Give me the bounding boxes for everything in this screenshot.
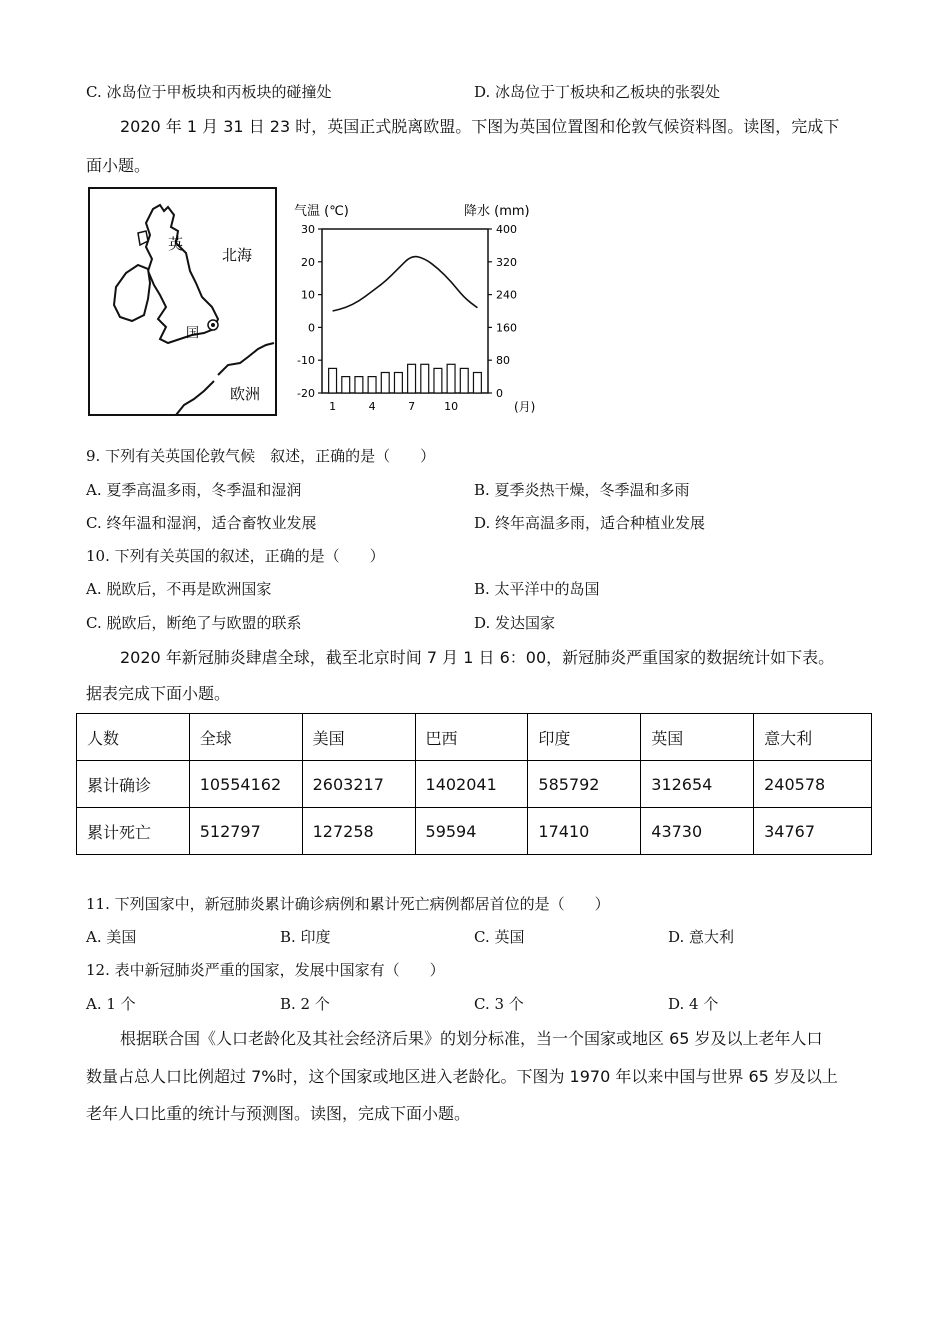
aging-intro-line2: 数量占总人口比例超过 7%时，这个国家或地区进入老龄化。下图为 1970 年以来中国与世界 65 岁及以上 [86,1067,838,1086]
precip-bar [434,368,442,393]
map-label-guo: 国 [186,326,200,341]
temp-axis-title: 气温 (℃) [294,204,349,219]
q12-option-a: A. 1 个 [86,995,136,1013]
table-cell: 43730 [641,808,754,855]
aging-intro-line1: 根据联合国《人口老龄化及其社会经济后果》的划分标准，当一个国家或地区 65 岁及以上老年人口 [120,1029,823,1048]
q10-option-a: A. 脱欧后，不再是欧洲国家 [86,580,272,598]
temp-tick-label: 20 [301,255,315,269]
table-header-cell: 美国 [302,714,415,761]
precip-tick-label: 0 [496,387,503,400]
precip-bar [342,377,350,393]
q11-option-b: B. 印度 [280,928,331,946]
table-cell: 127258 [302,808,415,855]
precip-bar [408,364,416,393]
temp-tick-label: 0 [308,321,315,335]
precip-tick-label: 160 [496,321,517,335]
precip-bar [355,377,363,393]
map-label-europe: 欧洲 [230,385,261,403]
london-climate-chart [286,197,554,419]
covid-intro-line2: 据表完成下面小题。 [86,684,231,703]
precip-tick-label: 80 [496,354,510,368]
q10-option-b: B. 太平洋中的岛国 [474,580,600,598]
map-label-north-sea: 北海 [222,246,253,264]
uk-location-map [88,187,278,417]
table-cell: 34767 [754,808,872,855]
table-cell: 10554162 [189,761,302,808]
table-cell: 2603217 [302,761,415,808]
table-cell: 512797 [189,808,302,855]
precip-tick-label: 240 [496,288,517,302]
month-tick-label: 1 [329,400,337,413]
table-header-row [77,714,872,761]
q11-option-a: A. 美国 [86,928,137,946]
precip-bar [473,373,481,394]
precip-bar [460,368,468,393]
uk-intro-line1: 2020 年 1 月 31 日 23 时，英国正式脱离欧盟。下图为英国位置图和伦敦气候资料图。读图，完成下 [120,117,840,136]
month-tick-label: 4 [368,400,376,413]
map-label-ying: 英 [168,235,184,253]
table-cell: 585792 [528,761,641,808]
precip-tick-label: 400 [496,223,517,236]
covid-data-table [76,713,872,855]
temperature-line [333,257,478,311]
table-header-cell: 巴西 [415,714,528,761]
q11-option-d: D. 意大利 [668,928,735,946]
table-header-cell: 人数 [77,714,190,761]
q10-option-c: C. 脱欧后，断绝了与欧盟的联系 [86,614,302,632]
temp-tick-label: -20 [297,387,315,400]
table-row [77,761,872,808]
precip-axis-title: 降水 (mm) [464,204,530,219]
precip-bar [329,368,337,393]
uk-intro-line2: 面小题。 [86,156,151,175]
table-header-cell: 印度 [528,714,641,761]
q12-option-b: B. 2 个 [280,995,330,1013]
table-cell: 累计确诊 [77,761,190,808]
precip-tick-label: 320 [496,255,517,269]
table-row [77,808,872,855]
table-cell: 17410 [528,808,641,855]
month-unit: (月) [514,400,536,414]
table-header-cell: 意大利 [754,714,872,761]
table-header-cell: 全球 [189,714,302,761]
temp-tick-label: 30 [301,223,315,236]
q9-option-c: C. 终年温和湿润，适合畜牧业发展 [86,514,317,532]
precip-bar [447,364,455,393]
q11-option-c: C. 英国 [474,928,525,946]
q8-option-c: C. 冰岛位于甲板块和丙板块的碰撞处 [86,83,332,101]
temp-tick-label: 10 [301,288,315,302]
covid-intro-line1: 2020 年新冠肺炎肆虐全球，截至北京时间 7 月 1 日 6：00，新冠肺炎严重国家的数据统计如下表。 [120,648,835,667]
precip-bar [421,364,429,393]
month-tick-label: 10 [444,400,459,413]
table-cell: 累计死亡 [77,808,190,855]
precip-bar [368,377,376,393]
month-tick-label: 7 [408,400,416,413]
q11-stem: 11. 下列国家中，新冠肺炎累计确诊病例和累计死亡病例都居首位的是（ ） [86,895,610,913]
table-cell: 312654 [641,761,754,808]
table-cell: 1402041 [415,761,528,808]
precip-bar [381,373,389,394]
table-cell: 240578 [754,761,872,808]
q9-option-b: B. 夏季炎热干燥，冬季温和多雨 [474,481,690,499]
q12-option-d: D. 4 个 [668,995,719,1013]
q9-stem: 9. 下列有关英国伦敦气候 叙述，正确的是（ ） [86,447,436,465]
q8-option-d: D. 冰岛位于丁板块和乙板块的张裂处 [474,83,721,101]
q12-option-c: C. 3 个 [474,995,524,1013]
table-header-cell: 英国 [641,714,754,761]
q10-stem: 10. 下列有关英国的叙述，正确的是（ ） [86,547,385,565]
aging-intro-line3: 老年人口比重的统计与预测图。读图，完成下面小题。 [86,1104,471,1123]
precip-bar [394,373,402,394]
q12-stem: 12. 表中新冠肺炎严重的国家，发展中国家有（ ） [86,961,445,979]
q9-option-a: A. 夏季高温多雨，冬季温和湿润 [86,481,302,499]
q9-option-d: D. 终年高温多雨，适合种植业发展 [474,514,706,532]
table-cell: 59594 [415,808,528,855]
q10-option-d: D. 发达国家 [474,614,556,632]
temp-tick-label: -10 [297,354,315,368]
